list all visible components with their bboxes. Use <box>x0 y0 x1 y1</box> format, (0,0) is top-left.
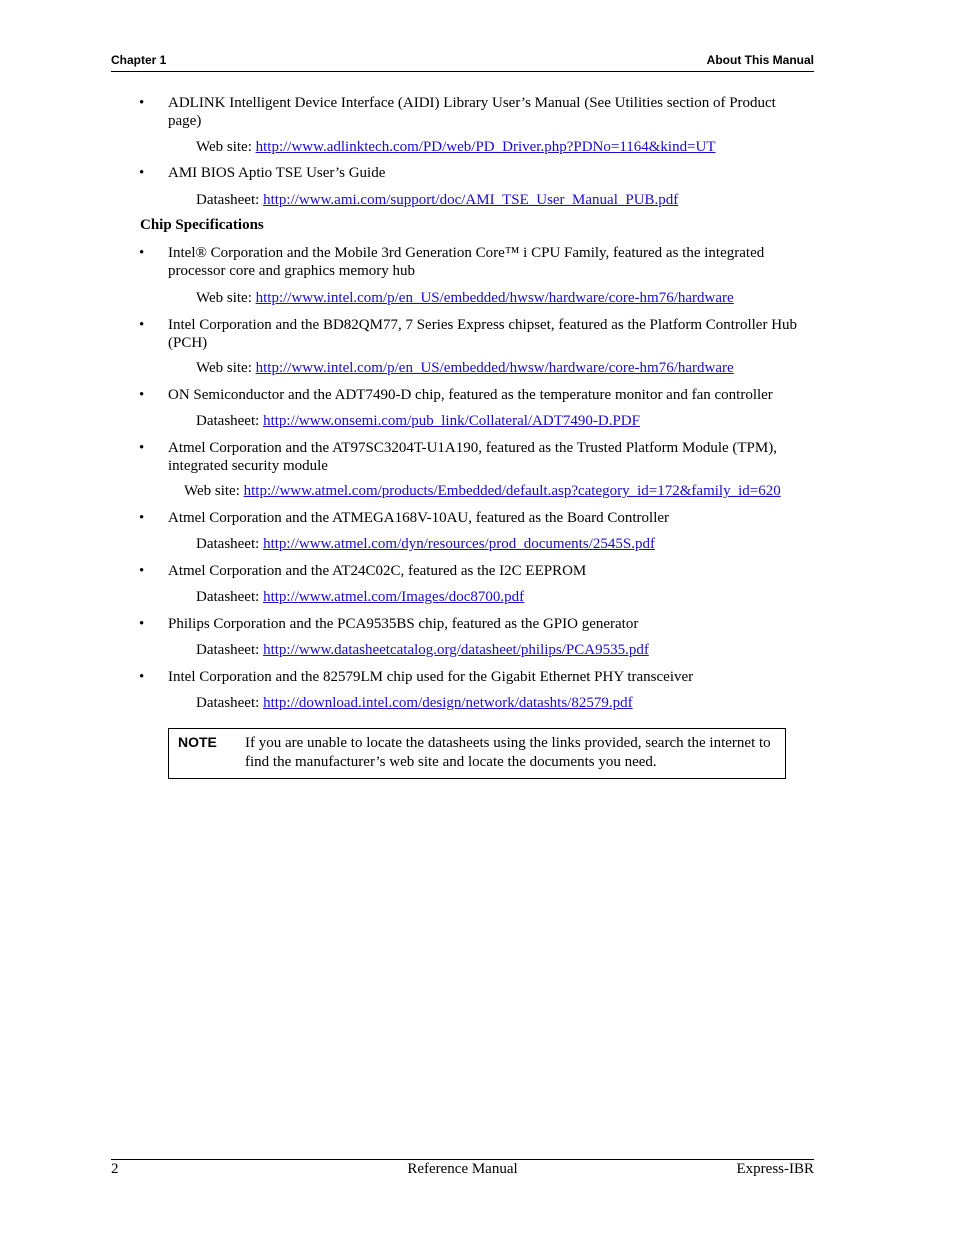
note-box <box>168 728 786 779</box>
list-item-text: Philips Corporation and the PCA9535BS chip, featured as the GPIO generator <box>168 616 639 632</box>
list-item <box>139 387 808 405</box>
list-item-text: AMI BIOS Aptio TSE User’s Guide <box>168 165 386 181</box>
section-heading: Chip Specifications <box>140 217 264 233</box>
list-item <box>139 165 808 183</box>
page-header <box>111 52 814 72</box>
list-item-text: Intel Corporation and the 82579LM chip used for the Gigabit Ethernet PHY transceiver <box>168 669 694 685</box>
list-item-text: ON Semiconductor and the ADT7490-D chip, featured as the temperature monitor and fan controller <box>168 387 773 403</box>
reference-link[interactable]: http://www.adlinktech.com/PD/web/PD_Driver.php?PDNo=1164&kind=UT <box>255 139 716 155</box>
list-item <box>139 317 808 352</box>
list-item <box>139 563 808 581</box>
list-item-text: Intel Corporation and the BD82QM77, 7 Series Express chipset, featured as the Platform Controller Hub (PCH) <box>168 317 798 351</box>
reference-label: Web site: <box>196 290 256 306</box>
bullet-marker: • <box>139 616 145 632</box>
reference-label: Datasheet: <box>196 695 264 711</box>
bullet-marker: • <box>139 165 145 181</box>
list-item-reference <box>196 642 649 659</box>
reference-link[interactable]: http://www.datasheetcatalog.org/datasheet/philips/PCA9535.pdf <box>263 642 649 658</box>
reference-label: Datasheet: <box>196 413 264 429</box>
chapter-label: Chapter 1 <box>111 53 167 67</box>
list-item-reference <box>196 589 524 606</box>
bullet-marker: • <box>139 510 145 526</box>
reference-link[interactable]: http://www.onsemi.com/pub_link/Collateral/ADT7490-D.PDF <box>263 413 640 429</box>
bullet-marker: • <box>139 95 145 111</box>
reference-label: Web site: <box>196 360 256 376</box>
list-item-text: Intel® Corporation and the Mobile 3rd Generation Core™ i CPU Family, featured as the integrated processor core and graphics memory hub <box>168 245 765 279</box>
list-item <box>139 669 808 687</box>
page-footer <box>111 1159 814 1180</box>
reference-link[interactable]: http://www.atmel.com/dyn/resources/prod_documents/2545S.pdf <box>263 536 655 552</box>
list-item-reference <box>196 536 655 553</box>
note-label: NOTE <box>178 734 217 750</box>
section-title: About This Manual <box>706 53 814 67</box>
reference-label: Datasheet: <box>196 642 264 658</box>
list-item-reference <box>196 139 716 156</box>
reference-label: Web site: <box>196 139 256 155</box>
reference-label: Datasheet: <box>196 192 264 208</box>
bullet-marker: • <box>139 317 145 333</box>
reference-link[interactable]: http://www.atmel.com/products/Embedded/default.asp?category_id=172&family_id=620 <box>243 483 781 499</box>
list-item-text: Atmel Corporation and the ATMEGA168V-10AU, featured as the Board Controller <box>168 510 670 526</box>
reference-label: Web site: <box>184 483 244 499</box>
page-number: 2 <box>111 1161 119 1177</box>
list-item-reference <box>196 695 633 712</box>
list-item <box>139 440 808 475</box>
product-name: Express-IBR <box>736 1161 814 1177</box>
list-item-text: Atmel Corporation and the AT97SC3204T-U1A190, featured as the Trusted Platform Module (TPM), integrated security module <box>168 440 777 474</box>
bullet-marker: • <box>139 563 145 579</box>
reference-link[interactable]: http://www.intel.com/p/en_US/embedded/hwsw/hardware/core-hm76/hardware <box>255 360 734 376</box>
bullet-marker: • <box>139 245 145 261</box>
bullet-marker: • <box>139 440 145 456</box>
reference-label: Datasheet: <box>196 589 264 605</box>
reference-label: Datasheet: <box>196 536 264 552</box>
list-item-reference <box>196 192 678 209</box>
list-item-text: ADLINK Intelligent Device Interface (AIDI) Library User’s Manual (See Utilities section of Product page) <box>168 95 776 129</box>
reference-link[interactable]: http://www.atmel.com/Images/doc8700.pdf <box>263 589 525 605</box>
bullet-marker: • <box>139 669 145 685</box>
bullet-marker: • <box>139 387 145 403</box>
reference-link[interactable]: http://www.intel.com/p/en_US/embedded/hwsw/hardware/core-hm76/hardware <box>255 290 734 306</box>
footer-title: Reference Manual <box>407 1161 518 1177</box>
note-text: If you are unable to locate the datasheets using the links provided, search the internet to find the manufacturer’s web site and locate the documents you need. <box>245 735 771 770</box>
list-item <box>139 245 808 280</box>
reference-link[interactable]: http://www.ami.com/support/doc/AMI_TSE_User_Manual_PUB.pdf <box>263 192 679 208</box>
list-item-reference <box>184 483 781 500</box>
list-item-reference <box>196 360 734 377</box>
list-item-reference <box>196 290 734 307</box>
list-item <box>139 616 808 634</box>
list-item-reference <box>196 413 640 430</box>
list-item <box>139 510 808 528</box>
reference-link[interactable]: http://download.intel.com/design/network/datashts/82579.pdf <box>263 695 633 711</box>
list-item-text: Atmel Corporation and the AT24C02C, featured as the I2C EEPROM <box>168 563 587 579</box>
list-item <box>139 95 808 130</box>
